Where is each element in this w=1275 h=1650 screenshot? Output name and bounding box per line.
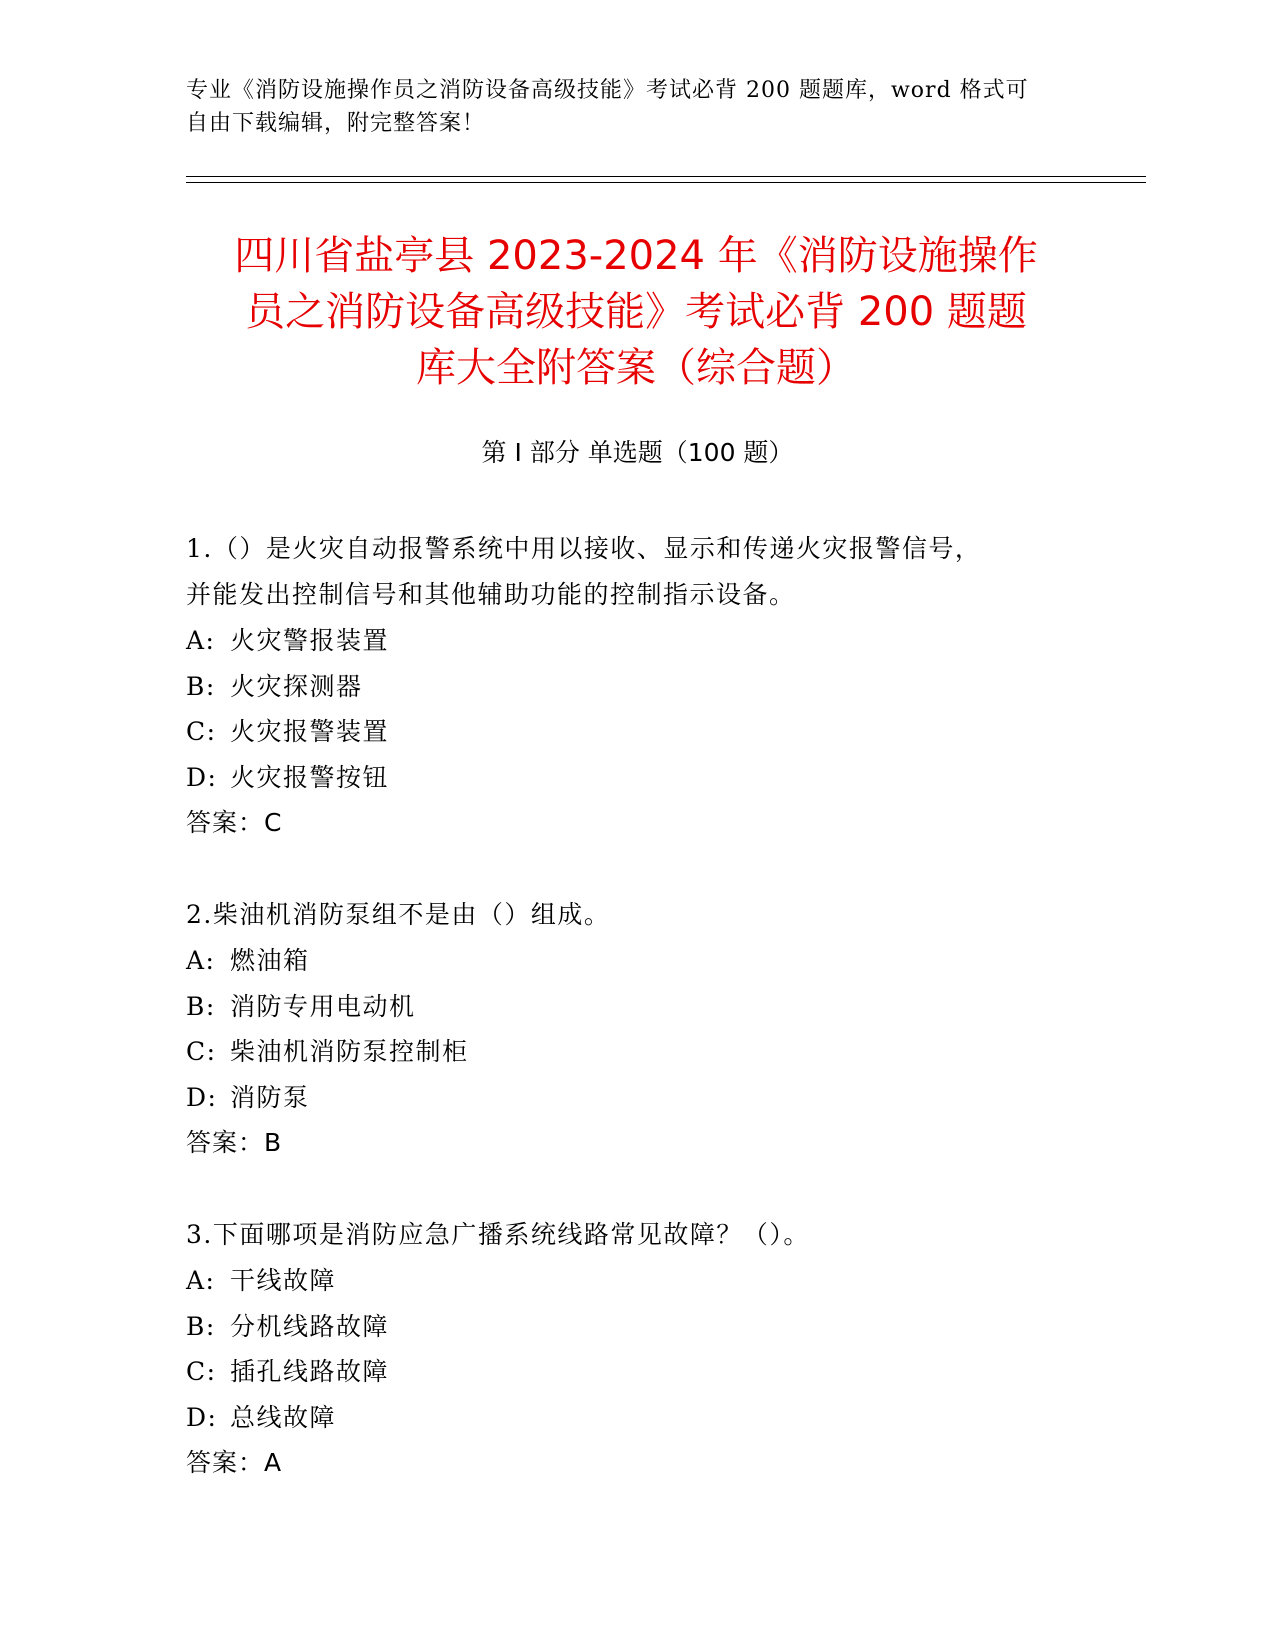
- option-text: 消防泵: [230, 1082, 310, 1112]
- option-text: 消防专用电动机: [230, 991, 416, 1021]
- option-c: [186, 1349, 1066, 1395]
- question-text-line: 3.下面哪项是消防应急广播系统线路常见故障？（）。: [186, 1220, 810, 1249]
- option-a: [186, 938, 1066, 984]
- answer-label: 答案：B: [186, 1128, 283, 1157]
- header-note-line-1: 专业《消防设施操作员之消防设备高级技能》考试必背 200 题题库，word 格式可: [186, 78, 1029, 103]
- option-key: B:: [186, 991, 216, 1021]
- option-key: A:: [186, 626, 216, 655]
- question-2: [186, 892, 1066, 1166]
- option-text: 干线故障: [230, 1266, 337, 1295]
- option-c: [186, 709, 1066, 755]
- document-title-line-2: 员之消防设备高级技能》考试必背 200 题题: [245, 289, 1027, 335]
- question-text-line: 2.柴油机消防泵组不是由（）组成。: [186, 900, 611, 929]
- option-b: [186, 984, 1066, 1030]
- option-text: 燃油箱: [230, 946, 310, 975]
- question-3: [186, 1212, 1066, 1486]
- option-text: 火灾报警按钮: [230, 762, 390, 792]
- option-key: C:: [186, 717, 217, 746]
- option-key: D:: [186, 1402, 218, 1432]
- question-text-line: 1.（）是火灾自动报警系统中用以接收、显示和传递火灾报警信号，: [186, 534, 982, 563]
- question-text: [186, 1212, 1066, 1258]
- document-title: [186, 228, 1086, 396]
- document-title-line-3: 库大全附答案（综合题）: [416, 345, 856, 391]
- question-1: [186, 526, 1066, 846]
- option-d: [186, 1075, 1066, 1121]
- option-key: A:: [186, 946, 216, 975]
- question-text: [186, 526, 1066, 618]
- option-key: A:: [186, 1266, 216, 1295]
- option-b: [186, 1304, 1066, 1350]
- header-divider-bottom: [186, 182, 1146, 183]
- header-note: [186, 74, 1066, 140]
- option-c: [186, 1029, 1066, 1075]
- option-key: C:: [186, 1037, 217, 1066]
- answer-label: 答案：C: [186, 808, 283, 837]
- option-key: D:: [186, 1082, 218, 1112]
- header-note-line-2: 自由下载编辑，附完整答案！: [186, 111, 486, 136]
- answer-label: 答案：A: [186, 1448, 283, 1477]
- option-text: 火灾报警装置: [230, 717, 390, 746]
- option-a: [186, 618, 1066, 664]
- option-key: C:: [186, 1357, 217, 1386]
- option-text: 插孔线路故障: [230, 1357, 390, 1386]
- question-text: [186, 892, 1066, 938]
- question-list: [186, 526, 1066, 1532]
- option-key: B:: [186, 671, 216, 701]
- option-text: 火灾探测器: [230, 671, 363, 701]
- option-text: 柴油机消防泵控制柜: [230, 1037, 469, 1066]
- option-b: [186, 664, 1066, 710]
- header-divider-top: [186, 176, 1146, 177]
- question-text-line: 并能发出控制信号和其他辅助功能的控制指示设备。: [186, 580, 796, 609]
- option-text: 火灾警报装置: [230, 626, 390, 655]
- document-title-line-1: 四川省盐亭县 2023-2024 年《消防设施操作: [234, 233, 1038, 279]
- option-key: B:: [186, 1311, 216, 1341]
- option-text: 分机线路故障: [230, 1311, 390, 1341]
- option-key: D:: [186, 762, 218, 792]
- option-d: [186, 1395, 1066, 1441]
- option-d: [186, 755, 1066, 801]
- section-title: 第 I 部分 单选题（100 题）: [481, 438, 794, 467]
- option-a: [186, 1258, 1066, 1304]
- option-text: 总线故障: [230, 1402, 337, 1432]
